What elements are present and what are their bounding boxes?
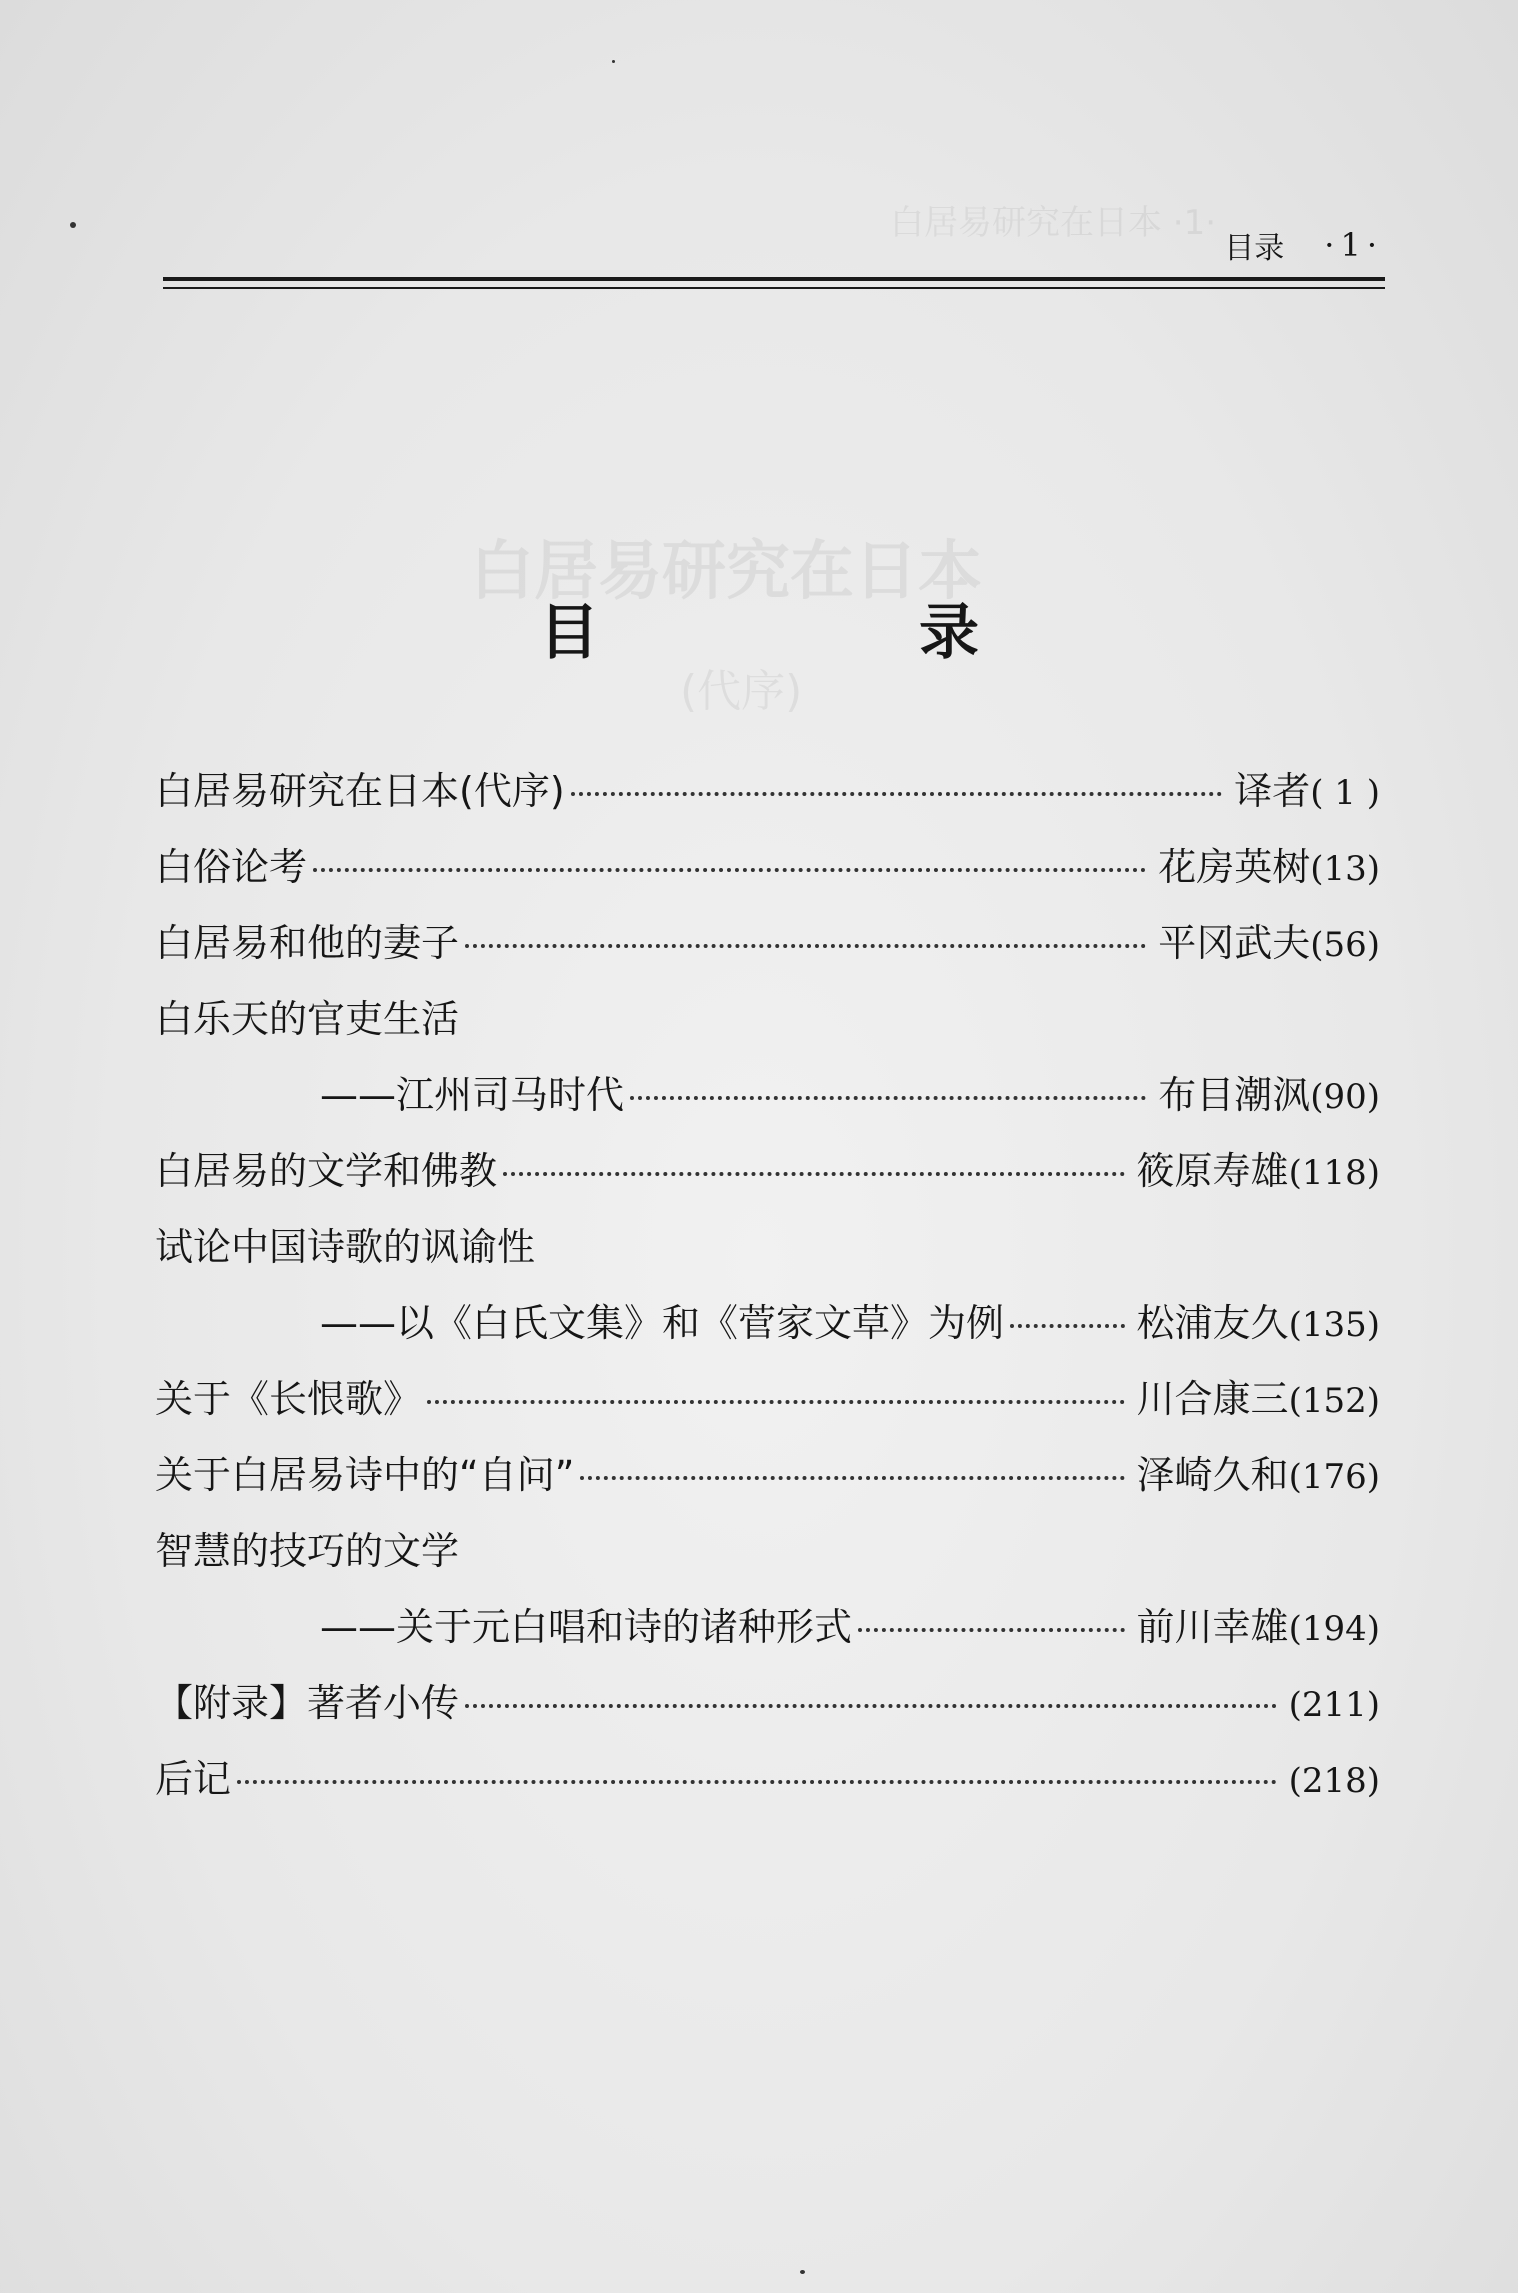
toc-entry-page: (90) — [1310, 1077, 1380, 1117]
toc-entry-title: 后记 — [155, 1757, 232, 1801]
toc-entry-title: ——以《白氏文集》和《菅家文草》为例 — [320, 1301, 1005, 1345]
toc-entry-author: 前川幸雄 — [1136, 1605, 1289, 1649]
bleed-through-header: 白居易研究在日本 ·1· — [890, 203, 1217, 243]
toc-entry — [155, 836, 1380, 912]
toc-entry-author: 松浦友久 — [1136, 1301, 1289, 1345]
dot-leader — [1010, 1324, 1125, 1328]
toc-entry — [155, 1444, 1380, 1520]
dot-leader — [237, 1780, 1277, 1784]
paper-speck — [800, 2270, 805, 2274]
toc-entry — [155, 1292, 1380, 1368]
bleed-through-title: 白居易研究在日本 — [470, 535, 982, 609]
toc-entry-page: ( 1 ) — [1310, 773, 1380, 813]
toc-entry — [155, 912, 1380, 988]
toc-entry-title: ——江州司马时代 — [320, 1073, 625, 1117]
header-rule-thick — [163, 277, 1385, 281]
bleed-through-subtitle: (代序) — [680, 666, 803, 717]
dot-leader — [465, 1704, 1277, 1708]
toc-entry-page: (118) — [1288, 1153, 1380, 1193]
page-number: ·1· — [1324, 226, 1383, 264]
toc-entry — [155, 1672, 1380, 1748]
toc-entry-title: 关于白居易诗中的“自问” — [155, 1453, 575, 1497]
toc-entry-title: 白居易的文学和佛教 — [155, 1149, 498, 1193]
header-rule-thin — [163, 287, 1385, 289]
toc-entry-page: (135) — [1288, 1305, 1380, 1345]
toc-entry-author: 泽崎久和 — [1136, 1453, 1289, 1497]
toc-entry-page: (194) — [1288, 1609, 1380, 1649]
dot-leader — [427, 1400, 1125, 1404]
toc-entry-author: 花房英树 — [1158, 845, 1311, 889]
toc-entry-title: 白俗论考 — [155, 845, 308, 889]
toc-entry — [155, 1748, 1380, 1824]
toc-entry-title: 试论中国诗歌的讽谕性 — [155, 1225, 536, 1269]
toc-entry-author: 平冈武夫 — [1158, 921, 1311, 965]
toc-entry-author: 布目潮沨 — [1158, 1073, 1311, 1117]
running-header — [163, 215, 1383, 275]
toc-entry-title: ——关于元白唱和诗的诸种形式 — [320, 1605, 853, 1649]
toc-entry-author: 筱原寿雄 — [1136, 1149, 1289, 1193]
toc-entry-page: (218) — [1288, 1761, 1380, 1801]
toc-entry-title: 白居易研究在日本(代序) — [155, 769, 565, 813]
toc-entry-author: 译者 — [1234, 769, 1311, 813]
dot-leader — [858, 1628, 1125, 1632]
toc-entry-title: 关于《长恨歌》 — [155, 1377, 422, 1421]
toc-entry-title: 智慧的技巧的文学 — [155, 1529, 460, 1573]
dot-leader — [465, 944, 1146, 948]
toc-entry-title: 【附录】著者小传 — [155, 1681, 460, 1725]
toc-entry-page: (56) — [1310, 925, 1380, 965]
dot-leader — [630, 1096, 1146, 1100]
dot-leader — [503, 1172, 1125, 1176]
toc-entry-title: 白居易和他的妻子 — [155, 921, 460, 965]
toc-entry-author: 川合康三 — [1136, 1377, 1289, 1421]
toc-entry — [155, 988, 1380, 1064]
dot-leader — [580, 1476, 1124, 1480]
running-header-title: 目录 — [1224, 231, 1285, 266]
dot-leader — [313, 868, 1146, 872]
toc-heading: 目 录 — [539, 598, 1109, 668]
dot-leader — [571, 792, 1223, 796]
paper-speck — [70, 222, 76, 228]
toc-entry — [155, 1368, 1380, 1444]
toc-entry — [155, 1140, 1380, 1216]
toc-entry-page: (13) — [1310, 849, 1380, 889]
toc-entry-page: (152) — [1288, 1381, 1380, 1421]
toc-entry — [155, 1064, 1380, 1140]
toc-entry — [155, 1216, 1380, 1292]
paper-speck — [612, 60, 615, 63]
toc-entry — [155, 1520, 1380, 1596]
toc-entry-page: (211) — [1288, 1685, 1380, 1725]
toc-entry — [155, 760, 1380, 836]
toc-entry-title: 白乐天的官吏生活 — [155, 997, 460, 1041]
toc-entry-page: (176) — [1288, 1457, 1380, 1497]
toc-entry — [155, 1596, 1380, 1672]
table-of-contents — [155, 760, 1380, 1824]
